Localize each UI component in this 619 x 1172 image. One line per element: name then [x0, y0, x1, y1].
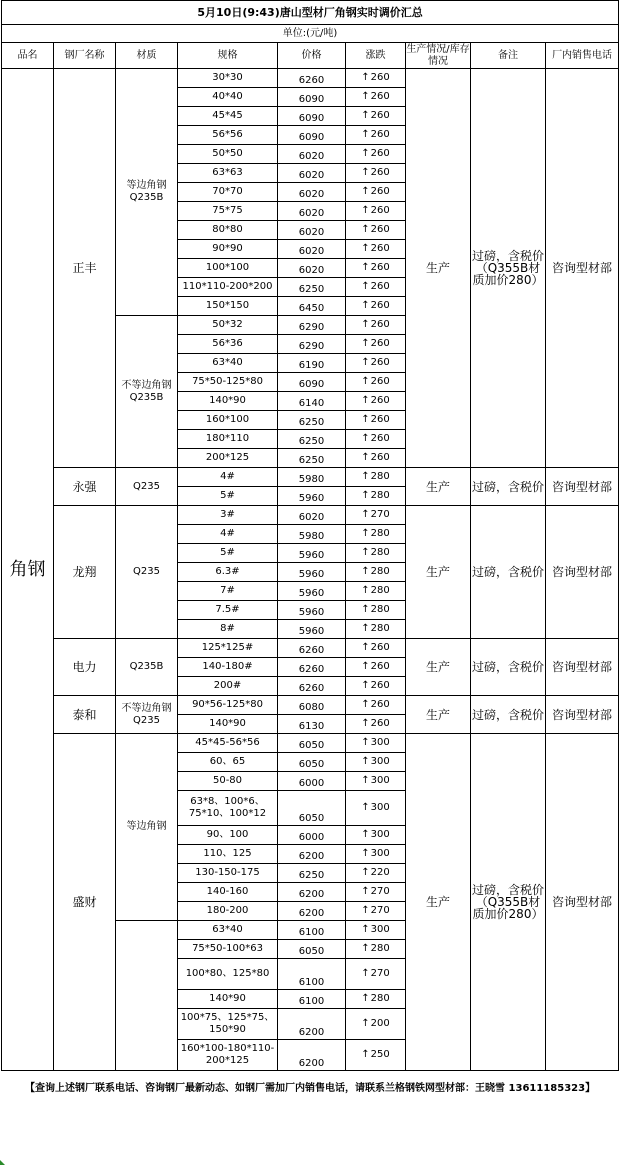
material-name: Q235 — [116, 506, 178, 639]
price-cell: 6050 — [278, 753, 346, 772]
unit-row — [2, 25, 619, 43]
spec-cell: 70*70 — [178, 183, 278, 202]
spec-cell: 5# — [178, 487, 278, 506]
mill-name: 泰和 — [54, 696, 116, 734]
price-cell: 5960 — [278, 487, 346, 506]
spec-cell: 140-160 — [178, 883, 278, 902]
price-cell: 6250 — [278, 411, 346, 430]
price-cell: 5960 — [278, 563, 346, 582]
header-product: 品名 — [2, 43, 54, 69]
price-cell: 6200 — [278, 1009, 346, 1040]
spec-cell: 180*110 — [178, 430, 278, 449]
phone-cell: 咨询型材部 — [546, 69, 619, 468]
status-cell: 生产 — [406, 734, 471, 1071]
spec-cell: 56*36 — [178, 335, 278, 354]
change-cell: ↑ 300 — [346, 734, 406, 753]
change-cell: ↑ 250 — [346, 1040, 406, 1071]
material-name: Q235 — [116, 468, 178, 506]
table-row — [2, 69, 619, 88]
change-cell: ↑ 260 — [346, 354, 406, 373]
material-name: 不等边角钢Q235 — [116, 696, 178, 734]
phone-cell: 咨询型材部 — [546, 639, 619, 696]
remark-cell: 过磅，含税价 — [471, 506, 546, 639]
change-cell: ↑ 280 — [346, 620, 406, 639]
change-cell: ↑ 260 — [346, 373, 406, 392]
spec-cell: 140*90 — [178, 715, 278, 734]
header-spec: 规格 — [178, 43, 278, 69]
change-cell: ↑ 260 — [346, 715, 406, 734]
spec-cell: 45*45 — [178, 107, 278, 126]
spec-cell: 4# — [178, 468, 278, 487]
spec-cell: 140-180# — [178, 658, 278, 677]
status-cell: 生产 — [406, 696, 471, 734]
change-cell: ↑ 280 — [346, 601, 406, 620]
price-cell: 6020 — [278, 202, 346, 221]
spec-cell: 50*50 — [178, 145, 278, 164]
change-cell: ↑ 260 — [346, 677, 406, 696]
change-cell: ↑ 260 — [346, 221, 406, 240]
spec-cell: 45*45-56*56 — [178, 734, 278, 753]
price-cell: 6020 — [278, 259, 346, 278]
spec-cell: 90、100 — [178, 826, 278, 845]
change-cell: ↑ 260 — [346, 335, 406, 354]
price-cell: 6090 — [278, 107, 346, 126]
change-cell: ↑ 300 — [346, 772, 406, 791]
remark-cell: 过磅，含税价 — [471, 639, 546, 696]
spec-cell: 100*75、125*75、150*90 — [178, 1009, 278, 1040]
change-cell: ↑ 260 — [346, 449, 406, 468]
price-cell: 6290 — [278, 335, 346, 354]
material-name — [116, 921, 178, 1071]
price-cell: 6250 — [278, 864, 346, 883]
price-cell: 6200 — [278, 883, 346, 902]
spec-cell: 110、125 — [178, 845, 278, 864]
spec-cell: 180-200 — [178, 902, 278, 921]
price-cell: 5960 — [278, 601, 346, 620]
spec-cell: 80*80 — [178, 221, 278, 240]
phone-cell: 咨询型材部 — [546, 696, 619, 734]
header-status: 生产情况/库存情况 — [406, 43, 470, 67]
page-title: 5月10日(9:43)唐山型材厂角钢实时调价汇总 — [2, 1, 619, 25]
spec-cell: 63*8、100*6、75*10、100*12 — [178, 791, 278, 826]
price-cell: 6260 — [278, 677, 346, 696]
price-cell: 6020 — [278, 145, 346, 164]
change-cell: ↑ 280 — [346, 940, 406, 959]
material-name: 等边角钢Q235B — [116, 69, 178, 316]
table-row — [2, 468, 619, 487]
header-change: 涨跌 — [346, 43, 406, 69]
mill-name: 正丰 — [54, 69, 116, 468]
footer-row — [2, 1071, 619, 1108]
spec-cell: 110*110-200*200 — [178, 278, 278, 297]
price-cell: 6090 — [278, 373, 346, 392]
price-cell: 6290 — [278, 316, 346, 335]
spec-cell: 140*90 — [178, 392, 278, 411]
price-cell: 6020 — [278, 221, 346, 240]
change-cell: ↑ 260 — [346, 696, 406, 715]
change-cell: ↑ 280 — [346, 468, 406, 487]
material-name: 不等边角钢Q235B — [116, 316, 178, 468]
change-cell: ↑ 260 — [346, 259, 406, 278]
change-cell: ↑ 300 — [346, 921, 406, 940]
price-cell: 6050 — [278, 734, 346, 753]
change-cell: ↑ 280 — [346, 525, 406, 544]
header-row — [2, 43, 619, 69]
phone-cell: 咨询型材部 — [546, 468, 619, 506]
price-table — [1, 0, 619, 1107]
spec-cell: 100*80、125*80 — [178, 959, 278, 990]
spec-cell: 125*125# — [178, 639, 278, 658]
mill-name: 龙翔 — [54, 506, 116, 639]
spec-cell: 5# — [178, 544, 278, 563]
price-cell: 6250 — [278, 430, 346, 449]
change-cell: ↑ 260 — [346, 297, 406, 316]
table-row — [2, 734, 619, 753]
change-cell: ↑ 260 — [346, 202, 406, 221]
change-cell: ↑ 260 — [346, 316, 406, 335]
change-cell: ↑ 260 — [346, 126, 406, 145]
change-cell: ↑ 260 — [346, 69, 406, 88]
remark-cell: 过磅，含税价（Q355B材质加价280） — [471, 69, 546, 468]
price-cell: 6200 — [278, 902, 346, 921]
price-cell: 6100 — [278, 990, 346, 1009]
change-cell: ↑ 300 — [346, 826, 406, 845]
change-cell: ↑ 270 — [346, 883, 406, 902]
change-cell: ↑ 280 — [346, 990, 406, 1009]
change-cell: ↑ 260 — [346, 411, 406, 430]
price-cell: 6200 — [278, 845, 346, 864]
price-cell: 5960 — [278, 582, 346, 601]
change-cell: ↑ 300 — [346, 791, 406, 826]
price-cell: 6000 — [278, 826, 346, 845]
spec-cell: 8# — [178, 620, 278, 639]
change-cell: ↑ 260 — [346, 658, 406, 677]
price-cell: 6100 — [278, 921, 346, 940]
price-cell: 6050 — [278, 791, 346, 826]
price-cell: 6020 — [278, 183, 346, 202]
price-cell: 6260 — [278, 69, 346, 88]
spec-cell: 3# — [178, 506, 278, 525]
change-cell: ↑ 280 — [346, 582, 406, 601]
spec-cell: 63*40 — [178, 354, 278, 373]
unit-label: 单位:(元/吨) — [2, 25, 619, 43]
spec-cell: 75*75 — [178, 202, 278, 221]
price-cell: 6140 — [278, 392, 346, 411]
spec-cell: 40*40 — [178, 88, 278, 107]
mill-name: 电力 — [54, 639, 116, 696]
phone-cell: 咨询型材部 — [546, 734, 619, 1071]
footer-note: 【查询上述钢厂联系电话、咨询钢厂最新动态、如钢厂需加厂内销售电话，请联系兰格钢铁网型材部：王晓雪 13611185323】 — [25, 1083, 596, 1094]
spec-cell: 200# — [178, 677, 278, 696]
spec-cell: 140*90 — [178, 990, 278, 1009]
spec-cell: 160*100 — [178, 411, 278, 430]
price-cell: 6000 — [278, 772, 346, 791]
status-cell: 生产 — [406, 639, 471, 696]
status-cell: 生产 — [406, 468, 471, 506]
change-cell: ↑ 300 — [346, 845, 406, 864]
change-cell: ↑ 300 — [346, 753, 406, 772]
material-name: 等边角钢 — [116, 734, 178, 921]
spec-cell: 100*100 — [178, 259, 278, 278]
product-name: 角钢 — [2, 69, 54, 1071]
corner-marker — [0, 1160, 5, 1165]
header-material: 材质 — [116, 43, 178, 69]
header-price: 价格 — [278, 43, 346, 69]
price-cell: 6090 — [278, 88, 346, 107]
price-cell: 5960 — [278, 620, 346, 639]
change-cell: ↑ 260 — [346, 240, 406, 259]
spec-cell: 63*40 — [178, 921, 278, 940]
price-cell: 6250 — [278, 278, 346, 297]
price-cell: 5960 — [278, 544, 346, 563]
change-cell: ↑ 270 — [346, 959, 406, 990]
spec-cell: 7# — [178, 582, 278, 601]
spec-cell: 50-80 — [178, 772, 278, 791]
spec-cell: 7.5# — [178, 601, 278, 620]
change-cell: ↑ 260 — [346, 145, 406, 164]
change-cell: ↑ 270 — [346, 506, 406, 525]
change-cell: ↑ 260 — [346, 183, 406, 202]
remark-cell: 过磅，含税价 — [471, 696, 546, 734]
spec-cell: 50*32 — [178, 316, 278, 335]
spec-cell: 150*150 — [178, 297, 278, 316]
spec-cell: 75*50-100*63 — [178, 940, 278, 959]
price-cell: 6200 — [278, 1040, 346, 1071]
spec-cell: 75*50-125*80 — [178, 373, 278, 392]
price-cell: 6260 — [278, 658, 346, 677]
price-cell: 6020 — [278, 506, 346, 525]
material-name: Q235B — [116, 639, 178, 696]
price-cell: 6080 — [278, 696, 346, 715]
change-cell: ↑ 260 — [346, 278, 406, 297]
change-cell: ↑ 280 — [346, 563, 406, 582]
change-cell: ↑ 220 — [346, 864, 406, 883]
spec-cell: 130-150-175 — [178, 864, 278, 883]
price-cell: 6130 — [278, 715, 346, 734]
change-cell: ↑ 200 — [346, 1009, 406, 1040]
title-row — [2, 1, 619, 25]
table-row — [2, 696, 619, 715]
change-cell: ↑ 260 — [346, 639, 406, 658]
price-cell: 6020 — [278, 240, 346, 259]
change-cell: ↑ 280 — [346, 487, 406, 506]
header-phone: 厂内销售电话 — [546, 43, 619, 69]
spec-cell: 90*56-125*80 — [178, 696, 278, 715]
remark-cell: 过磅，含税价（Q355B材质加价280） — [471, 734, 546, 1071]
price-cell: 6450 — [278, 297, 346, 316]
price-cell: 6100 — [278, 959, 346, 990]
spec-cell: 63*63 — [178, 164, 278, 183]
table-row — [2, 506, 619, 525]
price-cell: 5980 — [278, 525, 346, 544]
change-cell: ↑ 260 — [346, 107, 406, 126]
change-cell: ↑ 280 — [346, 544, 406, 563]
spec-cell: 200*125 — [178, 449, 278, 468]
price-cell: 6090 — [278, 126, 346, 145]
price-cell: 6190 — [278, 354, 346, 373]
price-cell: 5980 — [278, 468, 346, 487]
spec-cell: 60、65 — [178, 753, 278, 772]
mill-name: 盛财 — [54, 734, 116, 1071]
spec-cell: 90*90 — [178, 240, 278, 259]
change-cell: ↑ 260 — [346, 392, 406, 411]
change-cell: ↑ 260 — [346, 430, 406, 449]
change-cell: ↑ 260 — [346, 88, 406, 107]
spec-cell: 160*100-180*110-200*125 — [178, 1040, 278, 1071]
spec-cell: 6.3# — [178, 563, 278, 582]
change-cell: ↑ 260 — [346, 164, 406, 183]
phone-cell: 咨询型材部 — [546, 506, 619, 639]
spec-cell: 30*30 — [178, 69, 278, 88]
mill-name: 永强 — [54, 468, 116, 506]
price-cell: 6050 — [278, 940, 346, 959]
header-mill: 钢厂名称 — [54, 43, 116, 69]
status-cell: 生产 — [406, 69, 471, 468]
table-row — [2, 639, 619, 658]
spec-cell: 4# — [178, 525, 278, 544]
header-remark: 备注 — [471, 43, 546, 69]
status-cell: 生产 — [406, 506, 471, 639]
spec-cell: 56*56 — [178, 126, 278, 145]
remark-cell: 过磅，含税价 — [471, 468, 546, 506]
change-cell: ↑ 270 — [346, 902, 406, 921]
price-cell: 6260 — [278, 639, 346, 658]
price-cell: 6020 — [278, 164, 346, 183]
price-cell: 6250 — [278, 449, 346, 468]
